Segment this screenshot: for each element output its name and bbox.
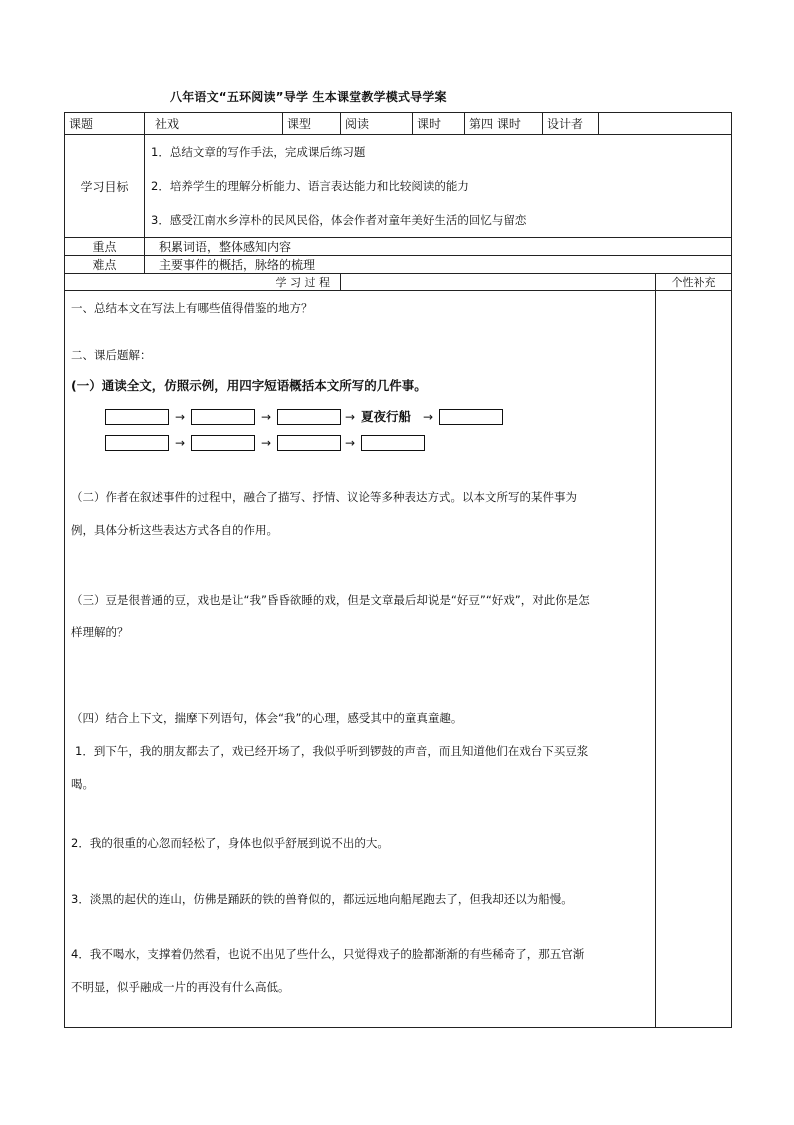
sentence-4-line1: 4．我不喝水，支撑着仍然看，也说不出见了些什么，只觉得戏子的脸都渐渐的有些稀奇了，那五官渐 — [71, 947, 585, 961]
process-row — [65, 291, 732, 1028]
key-point-row — [65, 238, 732, 256]
section-1-title: (一）通读全文，仿照示例，用四字短语概括本文所写的几件事。 — [71, 378, 427, 393]
arrow-icon: → — [345, 410, 356, 424]
type-value: 阅读 — [341, 113, 413, 135]
answer-box[interactable] — [105, 435, 169, 451]
goals-list — [145, 135, 732, 238]
question-1: 一、总结本文在写法上有哪些值得借鉴的地方？ — [71, 301, 313, 315]
side-label: 个性补充 — [656, 274, 732, 291]
arrow-icon: → — [175, 410, 186, 424]
difficulty-label: 难点 — [65, 256, 145, 274]
document-title: 八年语文“五环阅读”导学 生本课堂教学模式导学案 — [170, 90, 447, 104]
period-label: 课时 — [413, 113, 465, 135]
goal-item: 2．培养学生的理解分析能力、语言表达能力和比较阅读的能力 — [151, 179, 469, 193]
answer-box[interactable] — [439, 409, 503, 425]
key-point-label: 重点 — [65, 238, 145, 256]
arrow-icon: → — [261, 436, 272, 450]
answer-box[interactable] — [105, 409, 169, 425]
sentence-2: 2．我的很重的心忽而轻松了，身体也似乎舒展到说不出的大。 — [71, 836, 389, 850]
question-2: 二、课后题解： — [71, 348, 152, 362]
sentence-3: 3．淡黑的起伏的连山，仿佛是踊跃的铁的兽脊似的，都远远地向船尾跑去了，但我却还以为船慢。 — [71, 892, 573, 906]
section-2-line2: 例，具体分析这些表达方式各自的作用。 — [71, 523, 278, 537]
answer-box[interactable] — [361, 435, 425, 451]
sentence-1-line2: 喝。 — [71, 777, 94, 791]
sentence-4-line2: 不明显，似乎融成一片的再没有什么高低。 — [71, 980, 290, 994]
answer-box[interactable] — [191, 409, 255, 425]
answer-box[interactable] — [277, 409, 341, 425]
section-2-line1: （二）作者在叙述事件的过程中，融合了描写、抒情、议论等多种表达方式。以本文所写的某件事为 — [71, 490, 577, 504]
goal-item: 1．总结文章的写作手法，完成课后练习题 — [151, 145, 366, 159]
topic-value: 社戏 — [145, 113, 283, 135]
process-content — [65, 291, 656, 1028]
arrow-icon: → — [175, 436, 186, 450]
goals-row — [65, 135, 732, 238]
difficulty-row — [65, 256, 732, 274]
answer-box[interactable] — [191, 435, 255, 451]
header-row — [65, 113, 732, 135]
type-label: 课型 — [283, 113, 341, 135]
goal-item: 3．感受江南水乡淳朴的民风民俗，体会作者对童年美好生活的回忆与留恋 — [151, 213, 527, 227]
section-3-line1: （三）豆是很普通的豆，戏也是让“我”昏昏欲睡的戏，但是文章最后却说是“好豆”“好戏”，对此你是怎 — [71, 593, 590, 607]
difficulty-value: 主要事件的概括，脉络的梳理 — [145, 256, 732, 274]
goals-label: 学习目标 — [65, 135, 145, 238]
answer-box[interactable] — [277, 435, 341, 451]
process-label: 学 习 过 程 — [65, 274, 341, 291]
section-3-line2: 样理解的？ — [71, 625, 129, 639]
arrow-icon: → — [345, 436, 356, 450]
key-point-value: 积累词语，整体感知内容 — [145, 238, 732, 256]
side-notes-cell[interactable] — [656, 291, 732, 1028]
arrow-icon: → — [423, 410, 434, 424]
lesson-plan-table — [64, 112, 732, 1028]
sentence-1-line1: 1．到下午，我的朋友都去了，戏已经开场了，我似乎听到锣鼓的声音，而且知道他们在戏台下买豆浆 — [75, 744, 589, 758]
section-4-title: （四）结合上下文，揣摩下列语句，体会“我”的心理，感受其中的童真童趣。 — [71, 711, 463, 725]
arrow-icon: → — [261, 410, 272, 424]
period-value: 第四 课时 — [465, 113, 543, 135]
topic-label: 课题 — [65, 113, 145, 135]
designer-label: 设计者 — [543, 113, 599, 135]
process-header-row — [65, 274, 732, 291]
example-event: 夏夜行船 — [361, 409, 412, 424]
designer-value — [599, 113, 732, 135]
